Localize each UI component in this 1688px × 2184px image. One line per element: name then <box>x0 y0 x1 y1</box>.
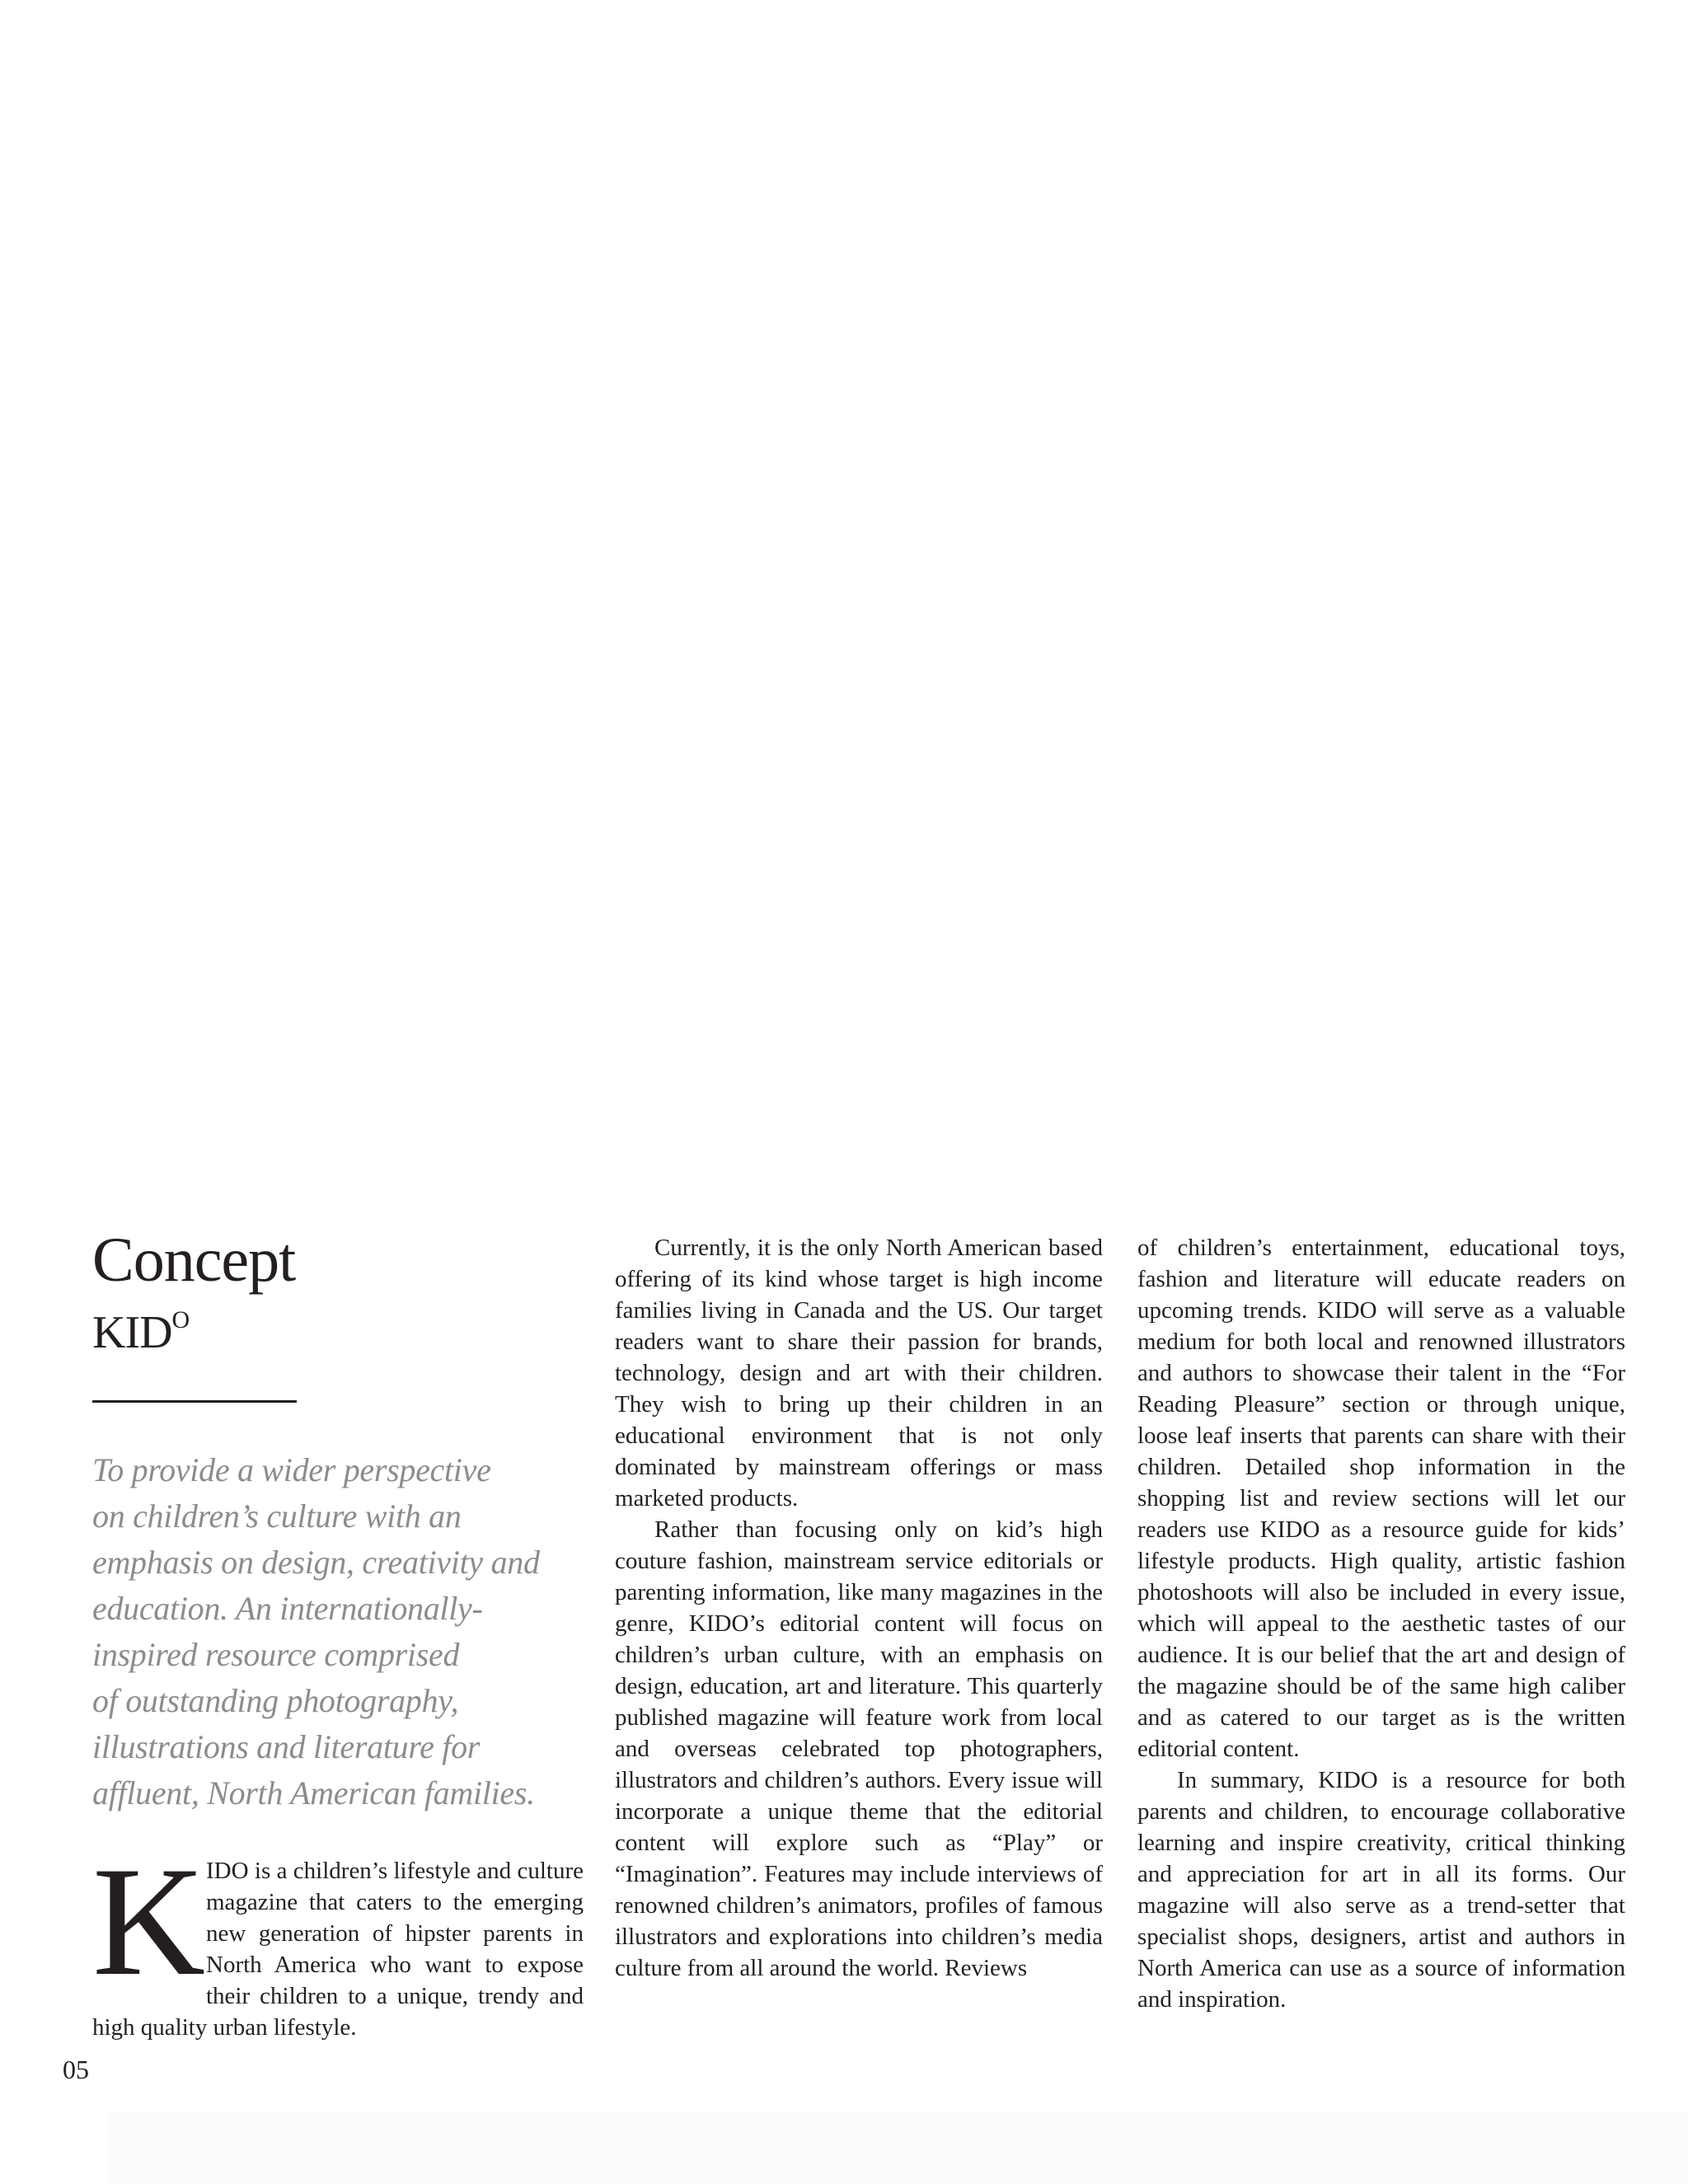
heading-divider <box>92 1400 297 1403</box>
tagline-line: on children’s culture with an <box>92 1497 462 1535</box>
body-column-right <box>1137 1232 1625 2015</box>
drop-cap: K <box>92 1835 206 2008</box>
logo-main: KID <box>92 1307 172 1358</box>
tagline-line: education. An internationally- <box>92 1590 483 1627</box>
body-paragraph: Rather than focusing only on kid’s high couture fashion, mainstream service editorials or parenting information, like many magazines in the genre, KIDO’s editorial content will focus on children’s urban culture, with an emphasis on design, education, art and literature. This quarterly published magazine will feature work from local and overseas celebrated top photographers, illustrators and children’s authors. Every issue will incorporate a unique theme that the editorial content will explore such as “Play” or “Imagination”. Features may include interviews of renowned children’s animators, profiles of famous illustrators and explorations into children’s media culture from all around the world. Reviews <box>615 1516 1103 1981</box>
tagline-line: of outstanding photography, <box>92 1682 459 1719</box>
intro-paragraph <box>92 1835 584 2043</box>
page-number: 05 <box>63 2055 89 2084</box>
tagline-pullquote <box>92 1447 603 1816</box>
footer-shade <box>107 2111 1688 2184</box>
intro-text: IDO is a children’s lifestyle and culture magazine that caters to the emerging new generation of hipster parents in North America who want to expose their children to a unique, trendy and high quality urban lifestyle. <box>92 1858 584 2041</box>
body-paragraph: In summary, KIDO is a resource for both parents and children, to encourage collaborative learning and inspire creativity, critical thinking and appreciation for art in all its forms. Our magazine will also serve as a trend-setter that specialist shops, designers, artist and authors in North America can use as a source of information and inspiration. <box>1137 1767 1625 2013</box>
kido-logo <box>92 1296 587 1357</box>
page-title: Concept <box>92 1226 296 1295</box>
tagline-line: affluent, North American families. <box>92 1774 535 1811</box>
tagline-line: inspired resource comprised <box>92 1636 460 1673</box>
body-paragraph: Currently, it is the only North American based offering of its kind whose target is high income families living in Canada and the US. Our target readers want to share their passion for brands, technology, design and art with their children. They wish to bring up their children in an educational environment that is not only dominated by mainstream offerings or mass marketed products. <box>615 1235 1103 1511</box>
tagline-line: emphasis on design, creativity and <box>92 1544 540 1581</box>
tagline-line: To provide a wider perspective <box>92 1451 491 1488</box>
logo-superscript: O <box>171 1306 190 1333</box>
tagline-line: illustrations and literature for <box>92 1728 481 1765</box>
heading-block <box>92 1228 587 1816</box>
body-paragraph: of children’s entertainment, educational toys, fashion and literature will educate readers on upcoming trends. KIDO will serve as a valuable medium for both local and renowned illustrators and authors to showcase their talent in the “For Reading Pleasure” section or through unique, loose leaf inserts that parents can share with their children. Detailed shop information in the shopping list and review sections will let our readers use KIDO as a resource guide for kids’ lifestyle products. High quality, artistic fashion photoshoots will also be included in every issue, which will appeal to the aesthetic tastes of our audience. It is our belief that the art and design of the magazine should be of the same high caliber and as catered to our target as is the written editorial content. <box>1137 1235 1625 1762</box>
body-column-middle <box>615 1232 1103 1984</box>
